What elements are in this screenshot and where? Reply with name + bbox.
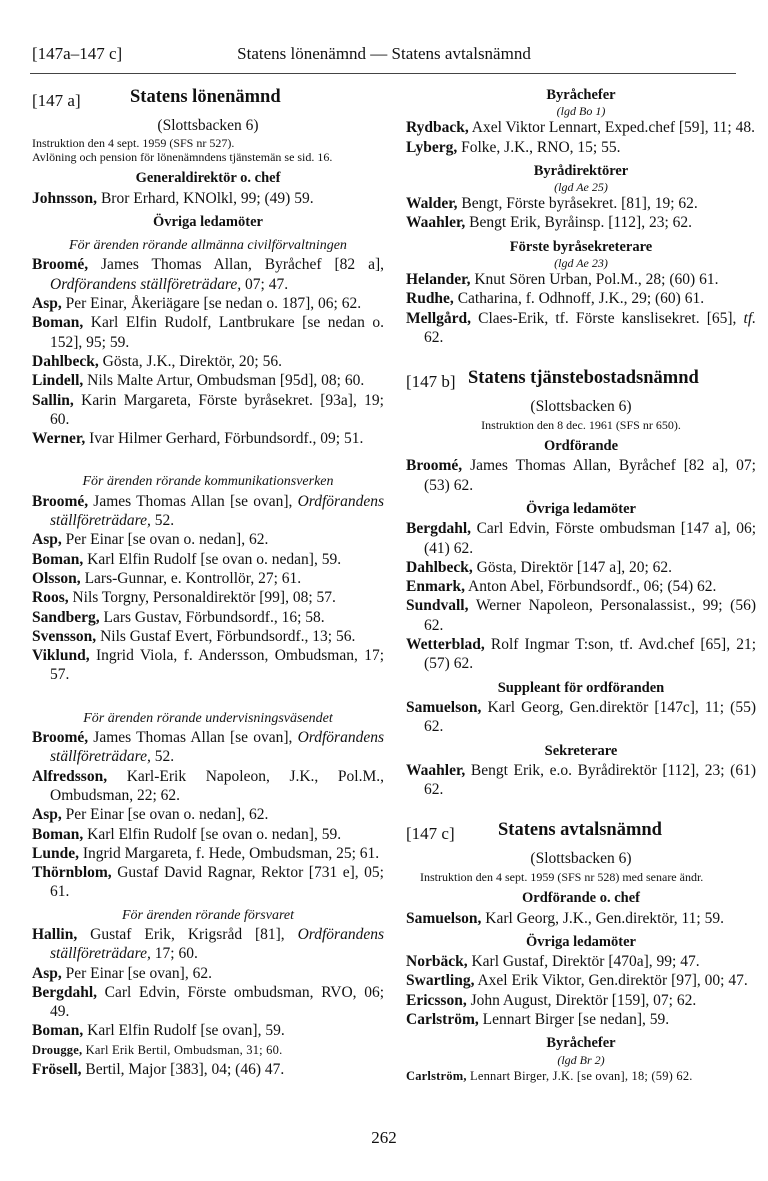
member-name: Svensson, — [32, 627, 97, 645]
member-entry — [32, 429, 384, 448]
member-list — [32, 492, 384, 685]
right-column — [406, 86, 756, 1086]
section-number: [147 a] — [32, 91, 81, 110]
member-name: Drougge, — [32, 1042, 83, 1057]
section-title: Statens lönenämnd — [130, 87, 281, 107]
subheading: Suppleant för ordföranden — [497, 679, 665, 696]
member-years: 52. — [150, 512, 175, 530]
member-details: Werner Napoleon, Personalassist., 99; (56) 62. — [424, 597, 756, 634]
section-title: Statens avtalsnämnd — [498, 820, 662, 841]
member-list — [406, 909, 756, 928]
member-details: Carl Edvin, Förste ombudsman, RVO, 06; 49. — [50, 983, 384, 1021]
member-name: Norbäck, — [406, 953, 468, 971]
subheading: Byrådirektörer — [533, 162, 629, 179]
member-details: Karl Gustaf, Direktör [470a], 99; 47. — [467, 953, 700, 971]
member-entry — [32, 1041, 384, 1060]
pension-note: Avlöning och pension för lönenämndens tjänstemän se sid. 16. — [32, 149, 333, 164]
member-years: 17; 60. — [150, 945, 198, 963]
member-role: tf. — [736, 309, 757, 327]
subheading: Ordförande — [543, 438, 619, 455]
member-name: Bergdahl, — [406, 520, 472, 538]
member-entry — [406, 577, 756, 596]
subheading: Generaldirektör o. chef — [135, 170, 281, 187]
member-name: Rudhe, — [406, 290, 454, 308]
running-head-left: [147a–147 c] — [32, 44, 123, 63]
group-heading: För ärenden rörande undervisningsväsendet — [83, 710, 333, 726]
member-details: Nils Malte Artur, Ombudsman [95d], 08; 60. — [83, 372, 365, 390]
member-entry — [406, 698, 756, 737]
member-details: James Thomas Allan, Byråchef [82 a], — [88, 256, 384, 274]
address: (Slottsbacken 6) — [157, 117, 259, 134]
member-name: Lyberg, — [406, 138, 458, 156]
member-entry — [406, 596, 756, 635]
member-entry — [32, 1060, 384, 1079]
group-heading: För ärenden rörande försvaret — [122, 907, 294, 923]
member-details: Ivar Hilmer Gerhard, Förbundsordf., 09; 51. — [85, 430, 364, 448]
member-details: Anton Abel, Förbundsordf., 06; (54) 62. — [465, 578, 717, 596]
member-details: Bengt Erik, Byråinsp. [112], 23; 62. — [465, 214, 693, 232]
member-name: Broomé, — [32, 492, 89, 510]
member-name: Sallin, — [32, 391, 74, 409]
member-details: Karl Erik Bertil, Ombudsman, 31; 60. — [82, 1042, 283, 1057]
section-147c-heading — [406, 821, 756, 849]
member-details: Karl Georg, J.K., Gen.direktör, 11; 59. — [481, 909, 724, 927]
member-details: Karl Georg, Gen.direktör [147c], 11; (55) 62. — [424, 698, 756, 736]
instruction-note: Instruktion den 8 dec. 1961 (SFS nr 650). — [481, 417, 681, 432]
member-details: Karl Elfin Rudolf [se ovan o. nedan], 59. — [83, 825, 342, 843]
member-entry — [32, 255, 384, 294]
member-details: Per Einar [se ovan o. nedan], 62. — [61, 531, 269, 549]
address: (Slottsbacken 6) — [530, 850, 632, 868]
member-name: Waahler, — [406, 214, 466, 232]
member-details: Karin Margareta, Förste byråsekret. [93a], 19; 60. — [50, 391, 384, 428]
member-role: Ordförandens ställföreträdare, — [50, 275, 242, 293]
member-details: Karl Elfin Rudolf, Lantbrukare [se nedan o. 152], 95; 59. — [50, 314, 384, 351]
member-name: Boman, — [32, 1022, 84, 1040]
instruction-note: Instruktion den 4 sept. 1959 (SFS nr 527). — [32, 136, 235, 151]
member-entry — [406, 558, 756, 577]
member-list — [406, 761, 756, 800]
member-details: Per Einar, Åkeriägare [se nedan o. 187], 06; 62. — [61, 295, 362, 313]
member-details: James Thomas Allan [se ovan], — [88, 492, 293, 510]
header-rule — [30, 73, 736, 74]
member-details: Karl Elfin Rudolf [se ovan], 59. — [83, 1022, 285, 1040]
member-entry — [32, 627, 384, 646]
running-head-title: Statens lönenämnd — Statens avtalsnämnd — [237, 44, 531, 63]
member-list — [32, 728, 384, 902]
member-details: Bengt, Förste byråsekret. [81], 19; 62. — [457, 195, 698, 213]
member-details: Lennart Birger, J.K. [se ovan], 18; (59) 62. — [466, 1068, 693, 1083]
member-name: Dahlbeck, — [406, 558, 473, 576]
member-entry — [406, 971, 756, 990]
member-name: Alfredsson, — [32, 767, 108, 785]
member-entry — [32, 530, 384, 549]
member-details: Lars Gustav, Förbundsordf., 16; 58. — [99, 608, 325, 626]
subheading: Byråchefer — [546, 87, 616, 103]
member-entry: Johnsson, Bror Erhard, KNOlkl, 99; (49) 59. — [32, 189, 314, 207]
member-entry — [406, 1067, 756, 1086]
member-entry — [32, 550, 384, 569]
member-name: Asp, — [32, 964, 62, 982]
member-entry — [32, 646, 384, 685]
address: (Slottsbacken 6) — [530, 398, 632, 416]
member-entry — [406, 456, 756, 495]
member-entry — [32, 863, 384, 902]
member-name: Waahler, — [406, 761, 466, 779]
member-name: Samuelson, — [406, 909, 482, 927]
member-years: 07; 47. — [241, 275, 289, 293]
member-details: James Thomas Allan, Byråchef [82 a], 07; (53) 62. — [424, 457, 756, 494]
section-147a-heading — [32, 88, 384, 116]
member-name: Lunde, — [32, 844, 79, 862]
member-entry — [406, 138, 756, 157]
salary-grade-note: (lgd Ae 25) — [554, 180, 608, 195]
member-name: Dahlbeck, — [32, 352, 99, 370]
member-list — [406, 519, 756, 673]
member-details: Karl Elfin Rudolf [se ovan o. nedan], 59. — [83, 550, 342, 568]
member-name: Helander, — [406, 271, 471, 289]
member-entry — [32, 371, 384, 390]
member-details: Nils Gustaf Evert, Förbundsordf., 13; 56. — [96, 627, 356, 645]
member-entry — [32, 728, 384, 767]
member-name: Lindell, — [32, 372, 84, 390]
member-details: Lars-Gunnar, e. Kontrollör, 27; 61. — [80, 569, 302, 587]
member-name: Boman, — [32, 550, 84, 568]
member-name: Asp, — [32, 806, 62, 824]
member-details: Rolf Ingmar T:son, tf. Avd.chef [65], 21; (57) 62. — [424, 636, 756, 673]
member-details: Carl Edvin, Förste ombudsman [147 a], 06; (41) 62. — [424, 520, 756, 557]
member-name: Johnsson, — [32, 189, 98, 207]
member-name: Rydback, — [406, 119, 469, 137]
member-name: Roos, — [32, 589, 69, 607]
member-name: Asp, — [32, 531, 62, 549]
member-years: 62. — [424, 328, 444, 346]
salary-grade-note: (lgd Bo 1) — [556, 104, 606, 119]
group-heading: För ärenden rörande kommunikationsverken — [82, 474, 334, 490]
member-details: Gustaf David Ragnar, Rektor [731 e], 05; 61. — [50, 864, 384, 901]
member-entry — [406, 289, 756, 308]
instruction-note: Instruktion den 4 sept. 1959 (SFS nr 528) med senare ändr. — [420, 869, 704, 884]
member-details: Per Einar [se ovan], 62. — [61, 964, 212, 982]
member-details: Gustaf Erik, Krigsråd [81], — [77, 925, 285, 943]
member-name: Boman, — [32, 825, 84, 843]
member-entry — [406, 194, 756, 213]
member-entry — [406, 952, 756, 971]
member-list — [406, 194, 756, 233]
section-number: [147 b] — [406, 372, 456, 392]
member-details: Lennart Birger [se nedan], 59. — [478, 1010, 670, 1028]
member-role: Ordförandens ställföreträdare, — [50, 925, 384, 963]
member-name: Carlström, — [406, 1068, 467, 1083]
member-entry — [406, 909, 756, 928]
member-entry — [32, 588, 384, 607]
member-entry — [32, 925, 384, 964]
member-entry — [32, 391, 384, 430]
group-heading: För ärenden rörande allmänna civilförvaltningen — [69, 238, 347, 254]
member-role: Ordförandens ställföreträdare, — [50, 729, 384, 766]
member-details: Catharina, f. Odhnoff, J.K., 29; (60) 61. — [453, 290, 705, 308]
member-entry — [32, 352, 384, 371]
member-list — [406, 270, 756, 347]
member-entry — [32, 313, 384, 352]
section-title: Statens tjänstebostadsnämnd — [468, 368, 699, 389]
member-details: Folke, J.K., RNO, 15; 55. — [457, 138, 621, 156]
member-list — [406, 1067, 756, 1086]
member-entry — [32, 767, 384, 806]
member-details: Gösta, Direktör [147 a], 20; 62. — [472, 558, 673, 576]
member-details: Nils Torgny, Personaldirektör [99], 08; 57. — [68, 589, 336, 607]
subheading: Övriga ledamöter — [153, 213, 263, 230]
member-details: Knut Sören Urban, Pol.M., 28; (60) 61. — [470, 271, 719, 289]
member-list — [406, 698, 756, 737]
member-list — [406, 118, 756, 157]
subheading: Sekreterare — [544, 742, 618, 759]
member-role: Ordförandens ställföreträdare, — [50, 492, 384, 530]
member-entry — [406, 991, 756, 1010]
member-name: Sandberg, — [32, 608, 100, 626]
member-name: Bergdahl, — [32, 983, 98, 1001]
member-name: Olsson, — [32, 569, 81, 587]
member-details: Bengt Erik, e.o. Byrådirektör [112], 23; (61) 62. — [424, 761, 756, 799]
member-entry — [32, 1021, 384, 1040]
member-name: Viklund, — [32, 647, 90, 665]
member-name: Werner, — [32, 430, 86, 448]
member-entry — [32, 825, 384, 844]
member-entry — [406, 118, 756, 137]
member-list — [406, 456, 756, 495]
page-number: 262 — [371, 1128, 397, 1147]
member-list — [32, 255, 384, 448]
member-name: Sundvall, — [406, 597, 469, 615]
member-name: Thörnblom, — [32, 864, 112, 882]
member-entry — [32, 569, 384, 588]
member-entry — [32, 983, 384, 1022]
member-details: Gösta, J.K., Direktör, 20; 56. — [98, 352, 282, 370]
member-name: Carlström, — [406, 1010, 479, 1028]
member-entry — [406, 270, 756, 289]
member-list — [406, 952, 756, 1029]
section-147b-heading — [406, 369, 756, 397]
member-entry — [406, 1010, 756, 1029]
subheading: Ordförande o. chef — [522, 890, 640, 907]
member-details: James Thomas Allan [se ovan], — [88, 729, 293, 747]
member-details: Axel Erik Viktor, Gen.direktör [97], 00; 47. — [474, 972, 748, 990]
member-name: Mellgård, — [406, 309, 471, 327]
member-entry — [406, 761, 756, 800]
member-entry — [406, 635, 756, 674]
member-name: Samuelson, — [406, 698, 482, 716]
member-details: Claes-Erik, tf. Förste kanslisekret. [65], — [471, 309, 737, 327]
member-name: Broomé, — [406, 457, 463, 475]
member-list — [32, 925, 384, 1079]
member-entry — [32, 294, 384, 313]
member-details: Bertil, Major [383], 04; (46) 47. — [81, 1061, 285, 1079]
member-name: Boman, — [32, 314, 84, 332]
member-entry — [406, 309, 756, 348]
member-details: Per Einar [se ovan o. nedan], 62. — [61, 806, 269, 824]
member-years: 52. — [150, 748, 175, 766]
member-entry — [32, 805, 384, 824]
member-name: Hallin, — [32, 925, 78, 943]
member-name: Frösell, — [32, 1061, 82, 1079]
section-number: [147 c] — [406, 824, 455, 844]
salary-grade-note: (lgd Ae 23) — [554, 256, 608, 271]
member-entry — [32, 844, 384, 863]
member-name: Enmark, — [406, 578, 465, 596]
member-name: Broomé, — [32, 729, 89, 747]
member-entry — [406, 519, 756, 558]
member-details: John August, Direktör [159], 07; 62. — [466, 991, 697, 1009]
subheading: Övriga ledamöter — [526, 933, 636, 950]
subheading: Byråchefer — [546, 1035, 616, 1052]
member-entry — [406, 213, 756, 232]
salary-grade-note: (lgd Br 2) — [557, 1052, 605, 1067]
subheading: Förste byråsekreterare — [509, 238, 653, 255]
member-name: Asp, — [32, 295, 62, 313]
member-name: Broomé, — [32, 256, 89, 274]
member-entry — [32, 964, 384, 983]
member-details: Karl-Erik Napoleon, J.K., Pol.M., Ombudsman, 22; 62. — [50, 767, 384, 804]
left-column — [32, 86, 384, 1079]
member-name: Swartling, — [406, 972, 475, 990]
member-details: Ingrid Viola, f. Andersson, Ombudsman, 17; 57. — [50, 647, 384, 684]
subheading: Övriga ledamöter — [526, 500, 636, 517]
member-details: Axel Viktor Lennart, Exped.chef [59], 11; 48. — [468, 119, 755, 137]
member-name: Wetterblad, — [406, 636, 485, 654]
member-name: Ericsson, — [406, 991, 467, 1009]
member-entry — [32, 608, 384, 627]
member-name: Walder, — [406, 195, 458, 213]
member-details: Ingrid Margareta, f. Hede, Ombudsman, 25; 61. — [78, 844, 380, 862]
member-entry — [32, 492, 384, 531]
